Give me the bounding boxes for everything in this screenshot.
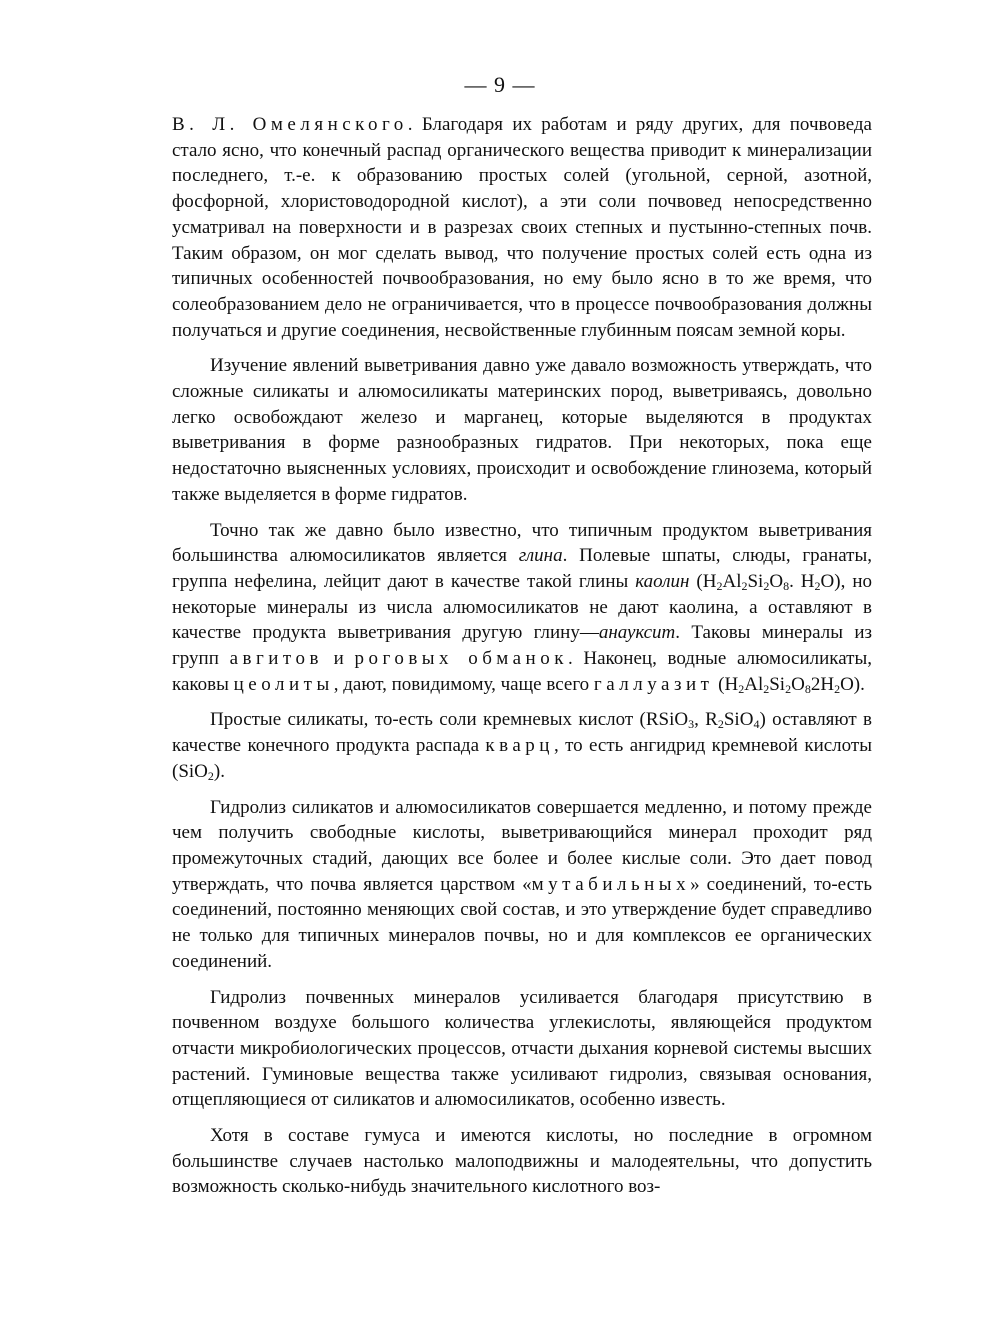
text-run: . H: [789, 570, 815, 592]
text-run: , то есть ангидрид кремневой кислоты (SiO: [172, 735, 872, 782]
text-run: . Полевые шпаты, слюды, гранаты, группа нефелина, лейцит дают в качестве такой глины: [172, 545, 872, 592]
formula-subscript: 2: [814, 578, 821, 593]
formula-subscript: 8: [804, 681, 811, 696]
text-run: . Благодаря их работам и ряду других, для почвоведа стало ясно, что конечный распад органического вещества приводит к минерализации последнего, т.-е. к образованию простых солей (угольной, серной, азотной, фосфорной, хлористоводородной кислот), а эти соли почвовед непосредственно усматривал на поверхности и в разрезах своих степных и пустынно-степных почв. Таким образом, он мог сделать вывод, что получение простых солей есть одна из типичных особенностей почвообразования, но ему было ясно в то же время, что солеобразованием дело не ограничивается, что в процессе почвообразования должны получаться и другие соединения, несвойственные глубинным поясам земной коры.: [172, 114, 872, 341]
spaced-emphasis: кварц: [485, 735, 554, 757]
spaced-emphasis: мутабильных: [531, 873, 691, 895]
spaced-emphasis: галлуазит: [593, 673, 714, 695]
text-run: ) оставляют в качестве конечного продукта распада: [172, 709, 872, 757]
formula-subscript: 2: [207, 768, 214, 783]
text-run: Простые силикаты, то-есть соли кремневых кислот (RSiO: [210, 709, 689, 731]
text-run: (H: [713, 673, 739, 695]
text-run: Точно так же давно было известно, что типичным продуктом выветривания большинства алюмосиликатов является: [172, 519, 872, 567]
italic-term: каолин: [635, 570, 690, 592]
formula-subscript: 2: [785, 681, 792, 696]
formula-subscript: 2: [763, 578, 770, 593]
spaced-emphasis: авгитов: [229, 648, 323, 670]
text-run: Si: [747, 570, 764, 592]
spaced-emphasis: В. Л. Омелянского: [172, 114, 408, 135]
formula-subscript: 3: [688, 717, 695, 732]
spaced-emphasis: цеолиты: [233, 673, 334, 695]
formula-subscript: 2: [763, 681, 770, 696]
formula-subscript: 2: [738, 681, 745, 696]
text-run: 2H: [810, 673, 835, 695]
text-run: Si: [769, 673, 786, 695]
body-text: [172, 112, 872, 1210]
paragraph: [172, 707, 872, 784]
text-run: O), но некоторые минералы из числа алюмосиликатов не дают каолина, а оставляют в качестве продукта выветривания другую глину—: [172, 570, 872, 644]
text-run: Al: [744, 673, 764, 695]
formula-subscript: 2: [717, 717, 724, 732]
formula-subscript: 8: [783, 578, 790, 593]
text-run: ).: [213, 760, 225, 782]
text-run: O).: [840, 673, 865, 695]
text-run: и: [322, 648, 355, 670]
text-run: Al: [722, 570, 742, 592]
text-run: . Таковы минералы из групп: [172, 622, 872, 670]
paragraph: [172, 795, 872, 975]
text-run: (H: [689, 570, 717, 592]
formula-subscript: 4: [753, 717, 760, 732]
text-run: , дают, повидимому, чаще всего: [333, 673, 594, 695]
text-run: Изучение явлений выветривания давно уже давало возможность утверждать, что сложные силикаты и алюмосиликаты материнских пород, выветриваясь, довольно легко освобождают железо и марганец, которые выделяются в продуктах выветривания в форме разнообразных гидратов. При некоторых, пока еще недостаточно выясненных условиях, происходит и освобождение глинозема, который также выделяется в форме гидратов.: [172, 355, 872, 505]
text-run: . Наконец, водные алюмосиликаты, каковы: [172, 648, 872, 695]
paragraph: [172, 1123, 872, 1200]
italic-term: анауксит: [598, 622, 676, 644]
text-run: Гидролиз почвенных минералов усиливается благодаря присутствию в почвенном воздухе большого количества углекислоты, являющейся продуктом отчасти микробиологических процессов, отчасти дыхания корневой системы высших растений. Гуминовые вещества также усиливают гидролиз, связывая основания, отщепляющиеся от силикатов и алюмосиликатов, особенно известь.: [172, 986, 872, 1111]
page-number: — 9 —: [464, 72, 536, 97]
text-run: » соединений, то-есть соединений, постоянно меняющих свой состав, и это утверждение будет справедливо не только для типичных минералов почвы, но и для комплексов ее органических соединений.: [172, 873, 872, 972]
text-run: O: [791, 673, 805, 695]
formula-subscript: 2: [741, 578, 748, 593]
text-run: O: [769, 570, 784, 592]
paragraph: [172, 518, 872, 698]
formula-subscript: 2: [834, 681, 841, 696]
text-run: SiO: [723, 709, 754, 731]
text-run: Гидролиз силикатов и алюмосиликатов совершается медленно, и потому прежде чем получить свободные кислоты, выветривающийся минерал проходит ряд промежуточных стадий, дающих все более и более кислые соли. Это дает повод утверждать, что почва является царством «: [172, 796, 872, 895]
text-run: , R: [694, 709, 718, 731]
paragraph: [172, 353, 872, 507]
formula-subscript: 2: [716, 578, 723, 593]
spaced-emphasis: роговых обманок: [354, 648, 568, 670]
text-run: Хотя в составе гумуса и имеются кислоты, но последние в огромном большинстве случаев настолько малоподвижны и малодеятельны, что допустить возможность сколько-нибудь значительного кислотного воз-: [172, 1125, 872, 1198]
italic-term: глина: [518, 545, 563, 567]
paragraph: [172, 985, 872, 1114]
paragraph: [172, 112, 872, 343]
